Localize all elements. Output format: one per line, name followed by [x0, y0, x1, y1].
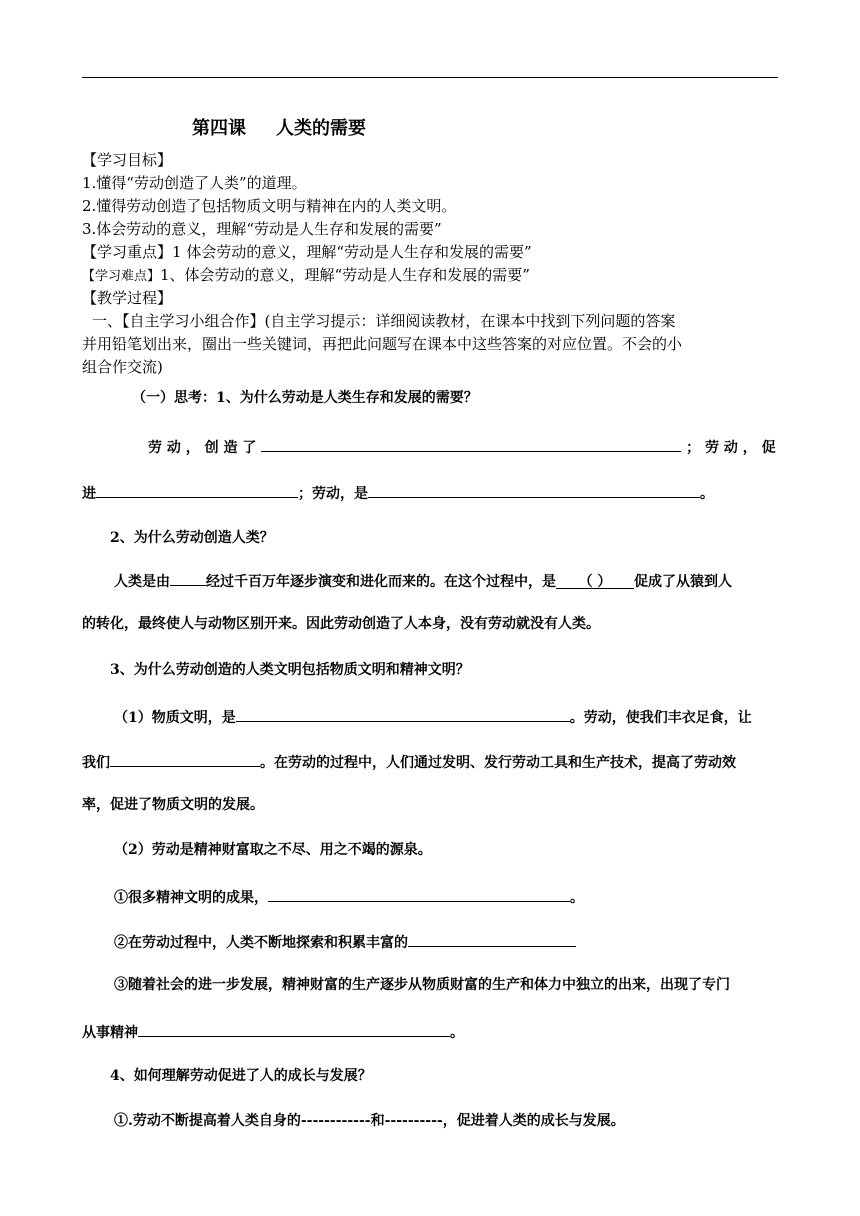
- q3-p2: （2）劳动是精神财富取之不尽、用之不竭的源泉。: [114, 842, 432, 858]
- q3-p1-line3: 率，促进了物质文明的发展。: [82, 797, 264, 813]
- lesson-number: 第四课: [192, 118, 246, 139]
- q3-p1-line2-end: 。在劳动的过程中，人们通过发明、发行劳动工具和生产技术，提高了劳动效: [260, 755, 736, 771]
- q3-p2-i: [114, 885, 584, 908]
- q3-p2-iii-line1: ③随着社会的进一步发展，精神财富的生产逐步从物质财富的生产和体力中独立的出来，出现了专门: [114, 977, 730, 993]
- key-text: 1 体会劳动的意义，理解“劳动是人生存和发展的需要”: [172, 243, 532, 261]
- q3-p1-start: （1）物质文明，是: [114, 710, 236, 726]
- answer-blank[interactable]: [261, 435, 681, 452]
- difficulty-point: [82, 265, 530, 287]
- answer-blank[interactable]: [170, 569, 206, 586]
- q3-p2-iii-line2-start: 从事精神: [82, 1025, 138, 1041]
- q3-p2-ii: [114, 930, 576, 953]
- q3-p2-iii-line2: [82, 1020, 464, 1043]
- goal-item: 1.懂得“劳动创造了人类”的道理。: [82, 174, 307, 192]
- q3-p2-i-text: ①很多精神文明的成果，: [114, 890, 268, 906]
- q3-p1-line1: [114, 705, 752, 728]
- key-label: 【学习重点】: [82, 243, 173, 261]
- q2-line2: 的转化，最终使人与动物区别开来。因此劳动创造了人本身，没有劳动就没有人类。: [82, 616, 600, 632]
- difficulty-text: 1、体会劳动的意义，理解“劳动是人生存和发展的需要”: [160, 266, 530, 284]
- q1-line2-start: 进: [82, 486, 96, 502]
- q1-heading: （一）思考：1、为什么劳动是人类生存和发展的需要？: [132, 390, 478, 406]
- q1-line2: [82, 481, 714, 504]
- q1-line2-mid: ；劳动，是: [298, 486, 368, 502]
- q2-heading: 2、为什么劳动创造人类？: [110, 530, 274, 546]
- q2-line1-mid: 经过千百万年逐步演变和进化而来的。在这个过程中，是: [206, 574, 556, 590]
- q3-p2-i-end: 。: [570, 890, 584, 906]
- intro-line: 并用铅笔划出来，圈出一些关键词，再把此问题写在课本中这些答案的对应位置。不会的小: [82, 335, 683, 353]
- q3-heading: 3、为什么劳动创造的人类文明包括物质文明和精神文明？: [110, 662, 470, 678]
- q4-item: ①.劳动不断提高着人类自身的------------和----------，促进着人类的成长与发展。: [114, 1113, 625, 1129]
- goals-heading: 【学习目标】: [82, 151, 173, 169]
- key-point: [82, 242, 532, 262]
- answer-blank[interactable]: [236, 705, 570, 722]
- goal-item: 3.体会劳动的意义，理解“劳动是人生存和发展的需要”: [82, 220, 442, 238]
- q3-p1-line2-start: 我们: [82, 755, 110, 771]
- process-heading: 【教学过程】: [82, 289, 173, 307]
- q3-p1-line2: [82, 750, 736, 773]
- intro-line: 一、【自主学习小组合作】(自主学习提示：详细阅读教材，在课本中找到下列问题的答案: [92, 312, 676, 330]
- answer-blank[interactable]: [268, 885, 570, 902]
- q3-p2-iii-line2-end: 。: [450, 1025, 464, 1041]
- page-title: [192, 117, 366, 141]
- q3-p2-ii-text: ②在劳动过程中，人类不断地探索和积累丰富的: [114, 935, 408, 951]
- lesson-topic: 人类的需要: [276, 118, 366, 139]
- answer-blank[interactable]: [408, 930, 576, 947]
- answer-blank[interactable]: [368, 481, 700, 498]
- q1-line1-text: 劳 动 ， 创 造 了: [148, 440, 257, 456]
- q3-p1-end: 。劳动，使我们丰衣足食，让: [569, 710, 752, 726]
- q2-line1: [114, 569, 732, 592]
- q1-line2-end: 。: [700, 486, 714, 502]
- answer-blank[interactable]: [138, 1020, 450, 1037]
- answer-paren-blank[interactable]: （ ）: [556, 572, 634, 589]
- header-rule: [82, 77, 778, 78]
- q4-heading: 4、如何理解劳动促进了人的成长与发展？: [110, 1068, 372, 1084]
- intro-line: 组合作交流): [82, 358, 163, 376]
- goal-item: 2.懂得劳动创造了包括物质文明与精神在内的人类文明。: [82, 197, 457, 215]
- q2-line1-end: 促成了从猿到人: [634, 574, 732, 590]
- q1-line1: [148, 435, 776, 458]
- q1-line1-tail: ； 劳 动 ， 促: [686, 440, 776, 456]
- answer-blank[interactable]: [96, 481, 298, 498]
- q2-line1-start: 人类是由: [114, 574, 170, 590]
- difficulty-label: 【学习难点】: [82, 269, 161, 284]
- answer-blank[interactable]: [110, 750, 260, 767]
